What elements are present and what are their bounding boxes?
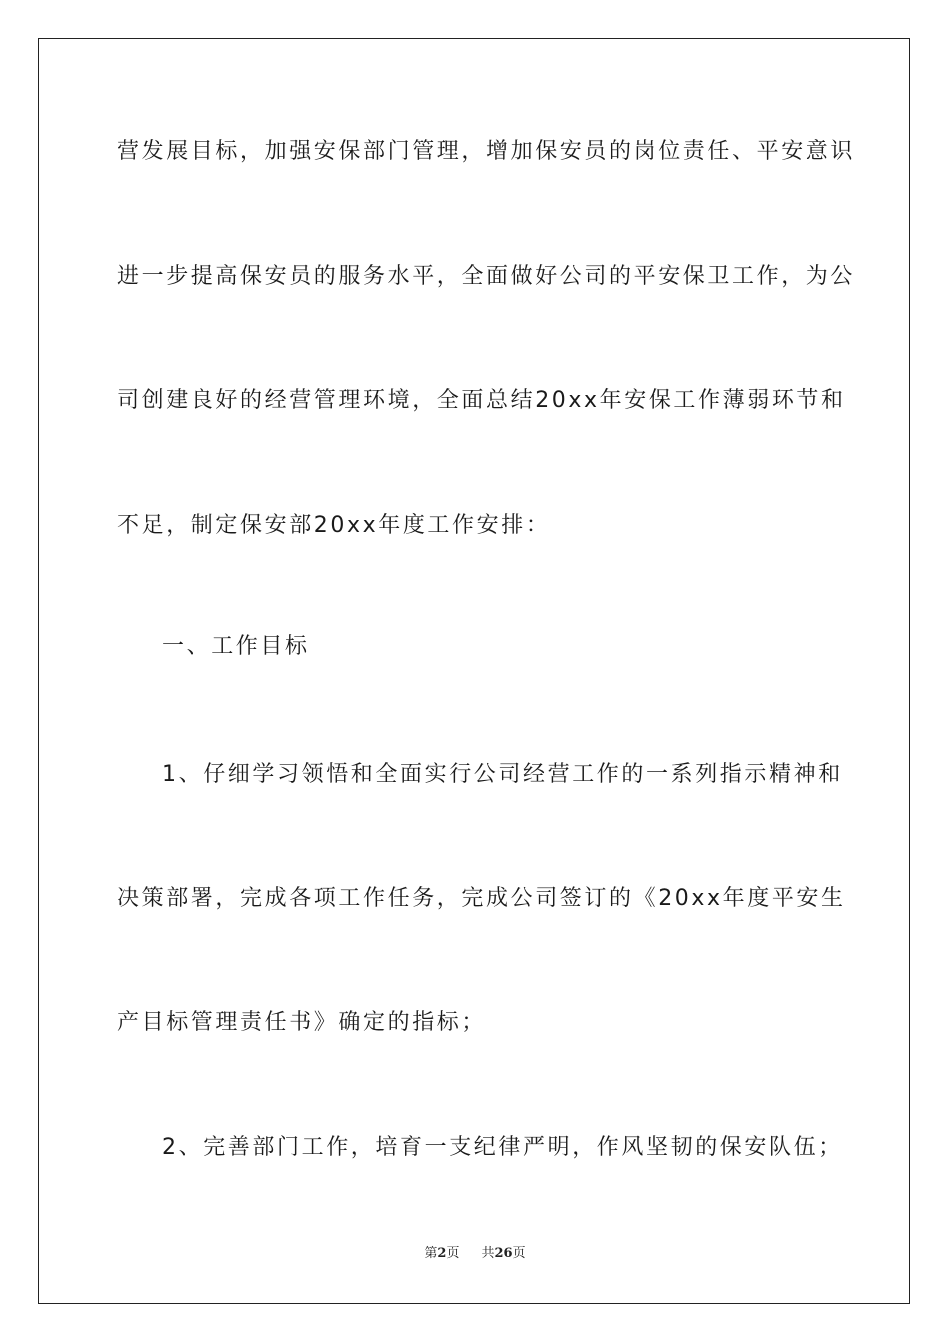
body-text-line: 1、仔细学习领悟和全面实行公司经营工作的一系列指示精神和 [162, 762, 843, 787]
page-suffix: 页 [446, 1246, 460, 1261]
body-text-line: 产目标管理责任书》确定的指标； [117, 1010, 487, 1035]
body-text-line: 营发展目标，加强安保部门管理，增加保安员的岗位责任、平安意识 [117, 139, 856, 164]
body-text-line: 不足，制定保安部20xx年度工作安排： [117, 513, 551, 538]
body-text-line: 司创建良好的经营管理环境，全面总结20xx年安保工作薄弱环节和 [117, 388, 846, 413]
total-pages: 26 [494, 1246, 513, 1261]
body-text-line: 进一步提高保安员的服务水平，全面做好公司的平安保卫工作，为公 [117, 264, 856, 289]
page-border [38, 38, 910, 1304]
total-prefix: 共 [481, 1246, 495, 1261]
body-text-line: 2、完善部门工作，培育一支纪律严明，作风坚韧的保安队伍； [162, 1135, 843, 1160]
total-suffix: 页 [512, 1246, 526, 1261]
body-text-line: 决策部署，完成各项工作任务，完成公司签订的《20xx年度平安生 [117, 886, 846, 911]
section-heading: 一、工作目标 [162, 634, 310, 659]
page-prefix: 第 [424, 1246, 438, 1261]
page-number: 2 [437, 1246, 447, 1261]
page-footer [0, 1245, 950, 1263]
